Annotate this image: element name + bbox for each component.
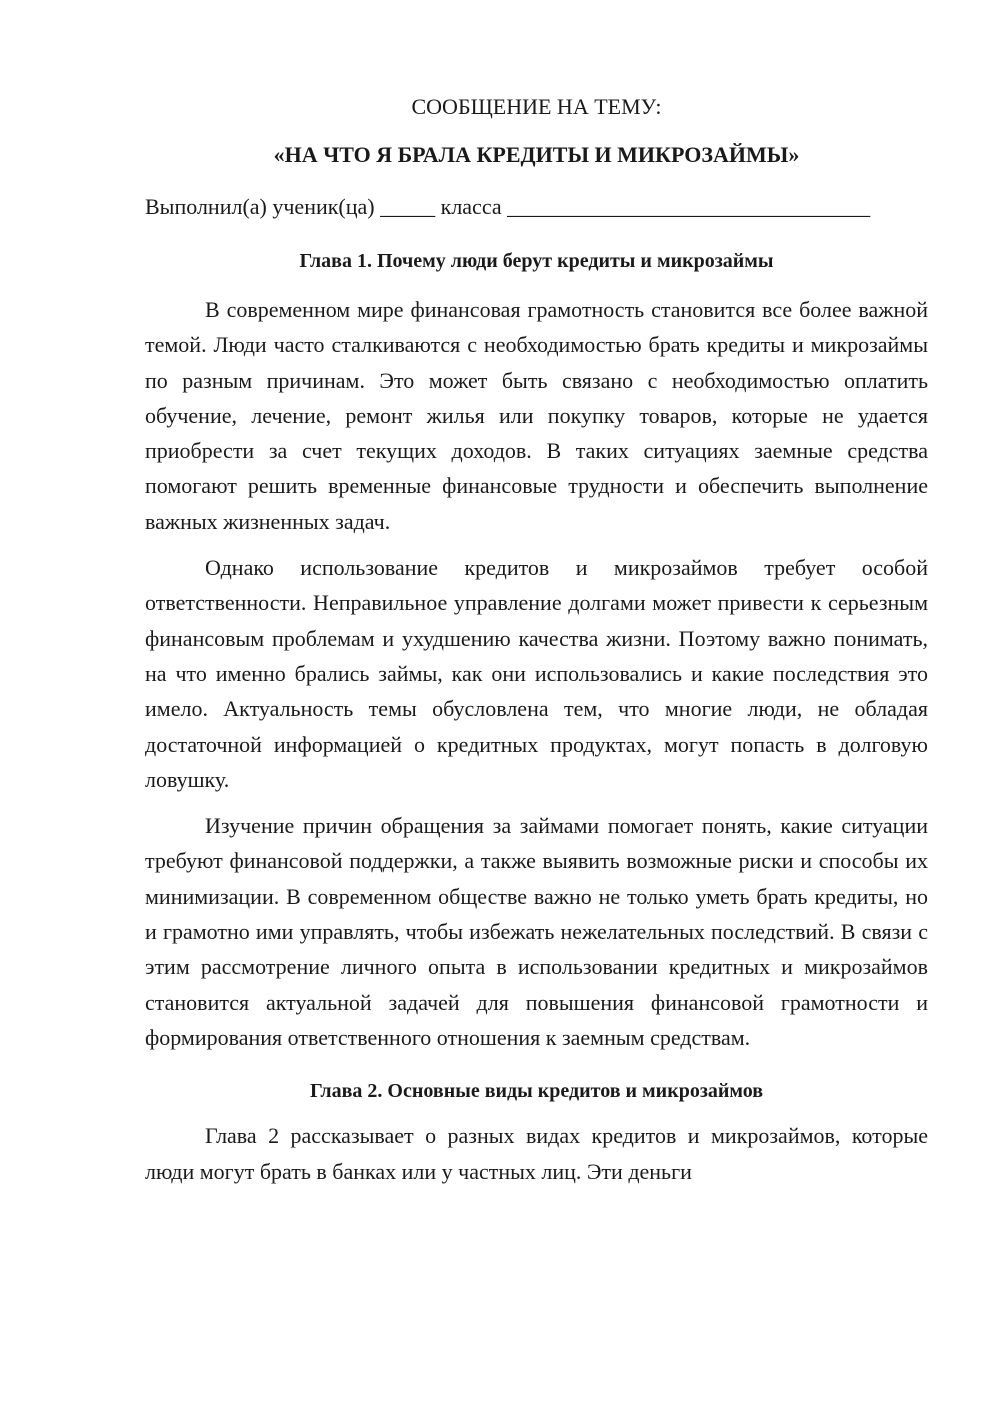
chapter-1-heading: Глава 1. Почему люди берут кредиты и микрозаймы (299, 250, 774, 272)
chapter-1-paragraph: Изучение причин обращения за займами помогает понять, какие ситуации требуют финансовой поддержки, а также выявить возможные риски и способы их минимизации. В современном обществе важно не только уметь брать кредиты, но и грамотно ими управлять, чтобы избежать нежелательных последствий. В связи с этим рассмотрение личного опыта в использовании кредитных и микрозаймов становится актуальной задачей для повышения финансовой грамотности и формирования ответственного отношения к заемным средствам. (145, 813, 928, 1050)
name-blank: _________________________________ (507, 194, 871, 219)
document-page (145, 92, 928, 1189)
chapter-2-heading: Глава 2. Основные виды кредитов и микрозаймов (309, 1080, 764, 1103)
document-title-line-1: СООБЩЕНИЕ НА ТЕМУ: (411, 94, 662, 119)
chapter-1-paragraph: В современном мире финансовая грамотность становится все более важной темой. Люди часто сталкиваются с необходимостью брать кредиты и микрозаймы по разным причинам. Это может быть связано с необходимостью оплатить обучение, лечение, ремонт жилья или покупку товаров, которые не удается приобрести за счет текущих доходов. В таких ситуациях заемные средства помогают решить временные финансовые трудности и обеспечить выполнение важных жизненных задач. (145, 297, 928, 534)
class-blank: _____ (380, 194, 436, 219)
chapter-1-paragraph: Однако использование кредитов и микрозаймов требует особой ответственности. Неправильное управление долгами может привести к серьезным финансовым проблемам и ухудшению качества жизни. Поэтому важно понимать, на что именно брались займы, как они использовались и какие последствия это имело. Актуальность темы обусловлена тем, что многие люди, не обладая достаточной информацией о кредитных продуктах, могут попасть в долговую ловушку. (145, 555, 928, 792)
author-label: Выполнил(а) ученик(ца) (145, 194, 375, 219)
document-title-line-2: «НА ЧТО Я БРАЛА КРЕДИТЫ И МИКРОЗАЙМЫ» (273, 142, 800, 167)
class-label: класса (440, 194, 502, 219)
chapter-2-paragraph: Глава 2 рассказывает о разных видах кредитов и микрозаймов, которые люди могут брать в банках или у частных лиц. Эти деньги (145, 1123, 928, 1184)
author-line (145, 192, 928, 222)
